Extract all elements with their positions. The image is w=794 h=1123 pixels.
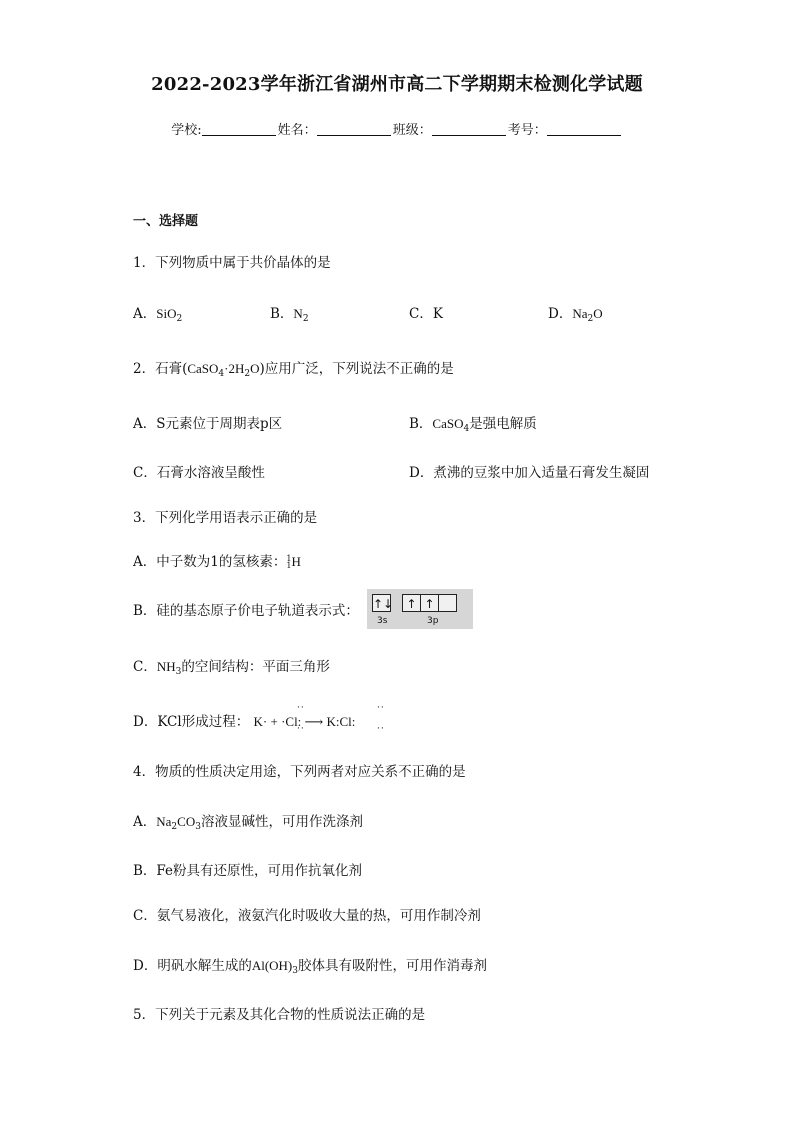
class-blank[interactable] — [432, 122, 506, 136]
cl-dots-top-1: ·· — [297, 703, 305, 713]
question-3-option-b: B．硅的基态原子价电子轨道表示式： — [133, 603, 359, 619]
cl-dots-bottom-1: ·· — [297, 724, 305, 734]
cl-dots-bottom-2: ·· — [377, 724, 385, 734]
question-3-option-c: C．$NH_3$的空间结构：平面三角形 — [133, 659, 330, 677]
cl-dots-top-2: ·· — [377, 703, 385, 713]
question-2-option-d: D．煮沸的豆浆中加入适量石膏发生凝固 — [409, 465, 650, 481]
exam-no-label: 考号： — [507, 123, 547, 138]
question-2-option-c: C．石膏水溶液呈酸性 — [133, 465, 265, 481]
orbital-3p-box-2: ↑ — [420, 594, 439, 612]
orbital-3p-label: 3p — [427, 616, 439, 626]
question-2-stem: 2．石膏$(CaSO_4\cdot 2H_2O)$应用广泛，下列说法不正确的是 — [133, 361, 454, 379]
section-heading: 一、选择题 — [133, 214, 199, 229]
question-3-stem: 3．下列化学用语表示正确的是 — [133, 510, 318, 526]
question-1-option-d: D．$Na_2O$ — [548, 306, 603, 324]
question-2-option-b: B．CaSO$_4$是强电解质 — [409, 416, 537, 434]
student-info-line — [0, 119, 794, 138]
orbital-3s-label: 3s — [377, 616, 388, 626]
question-3-option-a: A．中子数为1的氢核素： 1 1 H — [133, 554, 301, 570]
question-4-option-b: B．Fe粉具有还原性，可用作抗氧化剂 — [133, 863, 363, 879]
question-4-option-a: A．$Na_2CO_3$溶液显碱性，可用作洗涤剂 — [133, 814, 363, 832]
question-1-option-a: A．SiO$_2$ — [133, 306, 183, 324]
name-label: 姓名： — [277, 123, 317, 138]
question-4-stem: 4．物质的性质决定用途，下列两者对应关系不正确的是 — [133, 764, 466, 780]
question-2-option-a: A．S元素位于周期表p区 — [133, 416, 283, 432]
orbital-3p-box-3 — [438, 594, 457, 612]
orbital-diagram-image — [367, 589, 473, 629]
orbital-3p-box-1: ↑ — [402, 594, 421, 612]
school-label: 学校: — [171, 123, 202, 138]
question-1-option-b: B．$N_2$ — [270, 306, 309, 324]
orbital-3s-box: ↑↓ — [372, 594, 391, 612]
page-title: 2022-2023学年浙江省湖州市高二下学期期末检测化学试题 — [151, 74, 643, 95]
question-1-stem: 1．下列物质中属于共价晶体的是 — [133, 255, 331, 271]
exam-no-blank[interactable] — [547, 122, 621, 136]
question-3-option-d: D．KCl形成过程： K· + ·Cl: ⟶ K:Cl: — [133, 714, 356, 730]
nuclide-indices: 1 1 — [286, 554, 292, 570]
electron-dot-formula: K· + ·Cl: ⟶ K:Cl: — [253, 714, 356, 729]
question-4-option-d: D．明矾水解生成的$Al(OH)_3$胶体具有吸附性，可用作消毒剂 — [133, 958, 487, 976]
school-blank[interactable] — [202, 122, 276, 136]
class-label: 班级： — [392, 123, 432, 138]
question-5-stem: 5．下列关于元素及其化合物的性质说法正确的是 — [133, 1007, 426, 1023]
question-1-option-c: C．K — [409, 306, 443, 322]
name-blank[interactable] — [317, 122, 391, 136]
question-4-option-c: C．氨气易液化，液氨汽化时吸收大量的热，可用作制冷剂 — [133, 908, 481, 924]
